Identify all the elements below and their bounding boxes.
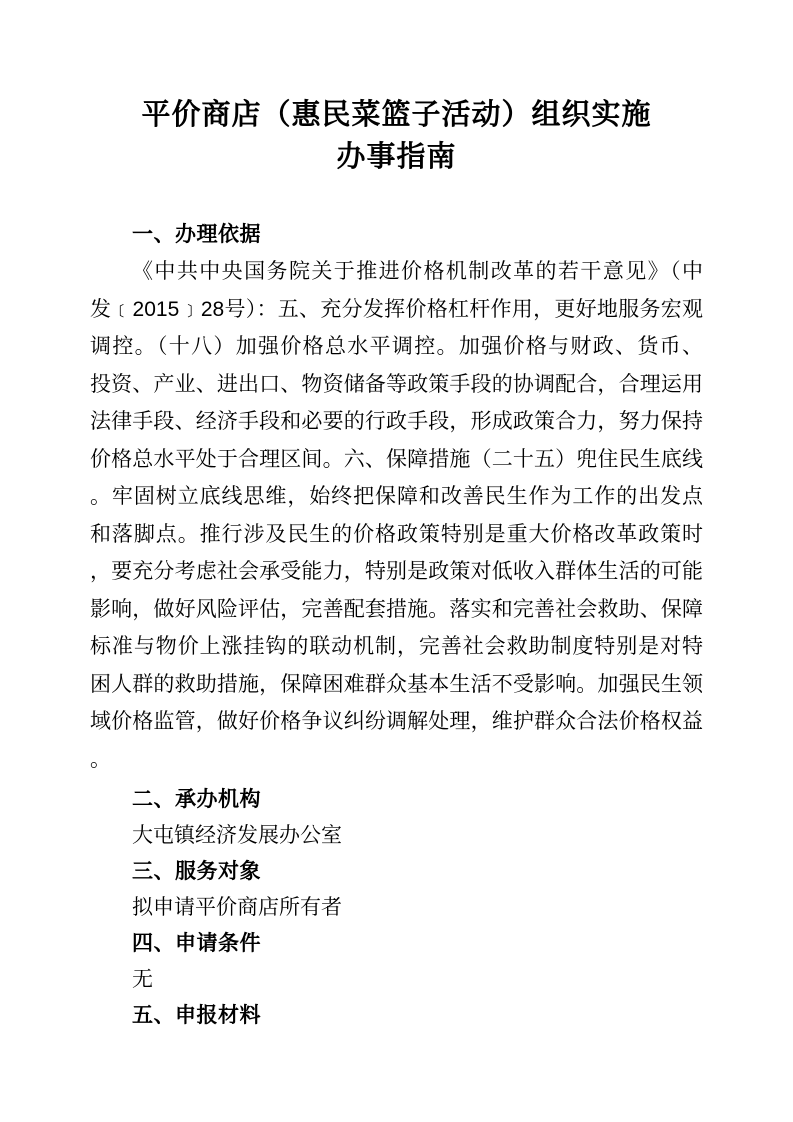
- section-list: [90, 782, 703, 1034]
- paragraph-line: ，要充分考虑社会承受能力，特别是政策对低收入群体生活的可能: [90, 560, 703, 583]
- document-title-line-1: 平价商店（惠民菜篮子活动）组织实施: [141, 99, 652, 131]
- paragraph-line: 价格总水平处于合理区间。六、保障措施（二十五）兜住民生底线: [90, 447, 703, 471]
- paragraph-line: 投资、产业、进出口、物资储备等政策手段的协调配合，合理运用: [90, 372, 703, 396]
- paragraph-line: 和落脚点。推行涉及民生的价格政策特别是重大价格改革政策时: [90, 522, 703, 546]
- basis-paragraph: [90, 253, 703, 778]
- section-heading-agency: 二、承办机构: [132, 788, 261, 811]
- paragraph-line: 。牢固树立底线思维，始终把保障和改善民生作为工作的出发点: [90, 485, 703, 508]
- section-heading-conditions: 四、申请条件: [132, 932, 261, 955]
- paragraph-line: 影响，做好风险评估，完善配套措施。落实和完善社会救助、保障: [90, 597, 703, 621]
- document-title-line-2: 办事指南: [336, 141, 457, 173]
- section-heading-materials: 五、申报材料: [132, 1004, 261, 1027]
- paragraph-line: 调控。（十八）加强价格总水平调控。加强价格与财政、货币、: [90, 335, 703, 358]
- section-heading-service-target: 三、服务对象: [132, 860, 261, 883]
- paragraph-line: 《中共中央国务院关于推进价格机制改革的若干意见》（中: [132, 260, 703, 283]
- section-body-agency: 大屯镇经济发展办公室: [132, 824, 342, 847]
- paragraph-line: 法律手段、经济手段和必要的行政手段，形成政策合力，努力保持: [90, 410, 703, 433]
- document-title: [70, 94, 723, 178]
- paragraph-line: 域价格监管，做好价格争议纠纷调解处理，维护群众合法价格权益: [90, 710, 703, 733]
- section-body-conditions: 无: [132, 968, 153, 991]
- paragraph-line: 标准与物价上涨挂钩的联动机制，完善社会救助制度特别是对特: [90, 635, 703, 658]
- paragraph-line: 困人群的救助措施，保障困难群众基本生活不受影响。加强民生领: [90, 672, 703, 696]
- paragraph-line: 。: [90, 747, 111, 771]
- section-body-service-target: 拟申请平价商店所有者: [132, 896, 342, 919]
- paragraph-line: 发﹝2015﹞28号）：五、充分发挥价格杠杆作用，更好地服务宏观: [90, 297, 703, 321]
- section-heading-basis: 一、办理依据: [132, 223, 261, 246]
- document-body: [90, 216, 703, 1034]
